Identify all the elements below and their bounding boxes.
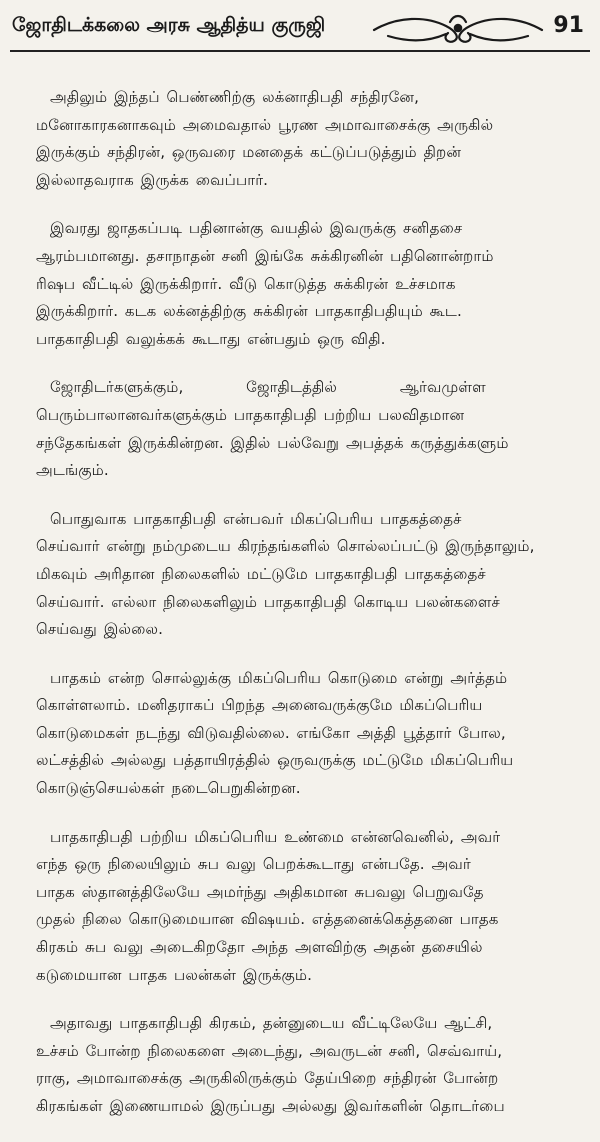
header-rule [10,50,590,52]
text-line: அதாவது பாதகாதிபதி கிரகம், தன்னுடைய வீட்டிலேயே ஆட்சி, [50,1014,493,1033]
text-line: கடுமையான பாதக பலன்கள் இருக்கும். [36,965,312,984]
text-line: செய்வது இல்லை. [36,620,163,639]
text-line: ராகு, அமாவாசைக்கு அருகிலிருக்கும் தேய்பிறை சந்திரன் போன்ற [36,1069,499,1088]
text-line: செய்வார் என்று நம்முடைய கிரந்தங்களில் சொல்லப்பட்டு இருந்தாலும், [36,537,535,556]
flourish-ornament-icon [368,8,548,48]
body-text [36,84,584,1142]
text-line: முதல் நிலை கொடுமையான விஷயம். எத்தனைக்கெத்தனை பாதக [36,910,499,929]
text-line: கிரகங்கள் இணையாமல் இருப்பது அல்லது இவர்களின் தொடர்பை [36,1097,505,1115]
text-line: கிரகம் சுப வலு அடைகிறதோ அந்த அளவிற்கு அதன் தசையில் [36,938,483,957]
text-line: மனோகாரகனாகவும் அமைவதால் பூரண அமாவாசைக்கு அருகில் [36,115,494,134]
text-line: அதிலும் இந்தப் பெண்ணிற்கு லக்னாதிபதி சந்திரனே, [50,88,419,106]
text-line: பெரும்பாலானவர்களுக்கும் பாதகாதிபதி பற்றிய பலவிதமான [36,405,465,424]
text-line: சந்தேகங்கள் இருக்கின்றன. இதில் பல்வேறு அபத்தக் கருத்துக்களும் [36,433,509,452]
text-line: இவரது ஜாதகப்படி பதினான்கு வயதில் இவருக்கு சனிதசை [50,219,463,238]
text-line: ஜோதிடர்களுக்கும், ஜோதிடத்தில் ஆர்வமுள்ள [50,378,486,397]
text-line: கொடுமைகள் நடந்து விடுவதில்லை. எங்கோ அத்தி பூத்தார் போல, [36,723,506,742]
paragraph [36,374,584,484]
text-line: ரிஷப வீட்டில் இருக்கிறார். வீடு கொடுத்த சுக்கிரன் உச்சமாக [36,274,456,293]
paragraph [36,506,584,644]
text-line: பாதகாதிபதி வலுக்கக் கூடாது என்பதும் ஒரு விதி. [36,329,386,348]
paragraph [36,1010,584,1120]
text-line: எந்த ஒரு நிலையிலும் சுப வலு பெறக்கூடாது என்பதே. அவர் [36,855,471,874]
text-line: உச்சம் போன்ற நிலைகளை அடைந்து, அவருடன் சனி, செவ்வாய், [36,1041,503,1060]
text-line: மிகவும் அரிதான நிலைகளில் மட்டுமே பாதகாதிபதி பாதகத்தைச் [36,564,486,583]
text-line: லட்சத்தில் அல்லது பத்தாயிரத்தில் ஒருவருக்கு மட்டுமே மிகப்பெரிய [36,751,514,770]
paragraph [36,215,584,353]
text-line: இருக்கிறார். கடக லக்னத்திற்கு சுக்கிரன் பாதகாதிபதியும் கூட. [36,302,462,321]
text-line: இல்லாதவராக இருக்க வைப்பார். [36,170,268,189]
paragraph [36,665,584,803]
text-line: பாதகாதிபதி பற்றிய மிகப்பெரிய உண்மை என்னவெனில், அவர் [50,827,501,846]
text-line: அடங்கும். [36,461,109,480]
text-line: கொள்ளலாம். மனிதராகப் பிறந்த அனைவருக்குமே மிகப்பெரிய [36,696,483,715]
text-line: ஆரம்பமானது. தசாநாதன் சனி இங்கே சுக்கிரனின் பதினொன்றாம் [36,246,494,265]
page-number: 91 [553,13,584,38]
text-line: பாதக ஸ்தானத்திலேயே அமர்ந்து அதிகமான சுபவலு பெறுவதே [36,882,484,901]
running-title: ஜோதிடக்கலை அரசு ஆதித்ய குருஜி [12,14,326,36]
page-header [0,0,600,52]
paragraph [36,84,584,194]
text-line: பாதகம் என்ற சொல்லுக்கு மிகப்பெரிய கொடுமை என்று அர்த்தம் [50,668,508,687]
text-line: கொடுஞ்செயல்கள் நடைபெறுகின்றன. [36,779,301,798]
text-line: பொதுவாக பாதகாதிபதி என்பவர் மிகப்பெரிய பாதகத்தைச் [50,509,462,528]
text-line: இருக்கும் சந்திரன், ஒருவரை மனதைக் கட்டுப்படுத்தும் திறன் [36,143,462,162]
text-line: செய்வார். எல்லா நிலைகளிலும் பாதகாதிபதி கொடிய பலன்களைச் [36,592,500,611]
paragraph [36,824,584,990]
